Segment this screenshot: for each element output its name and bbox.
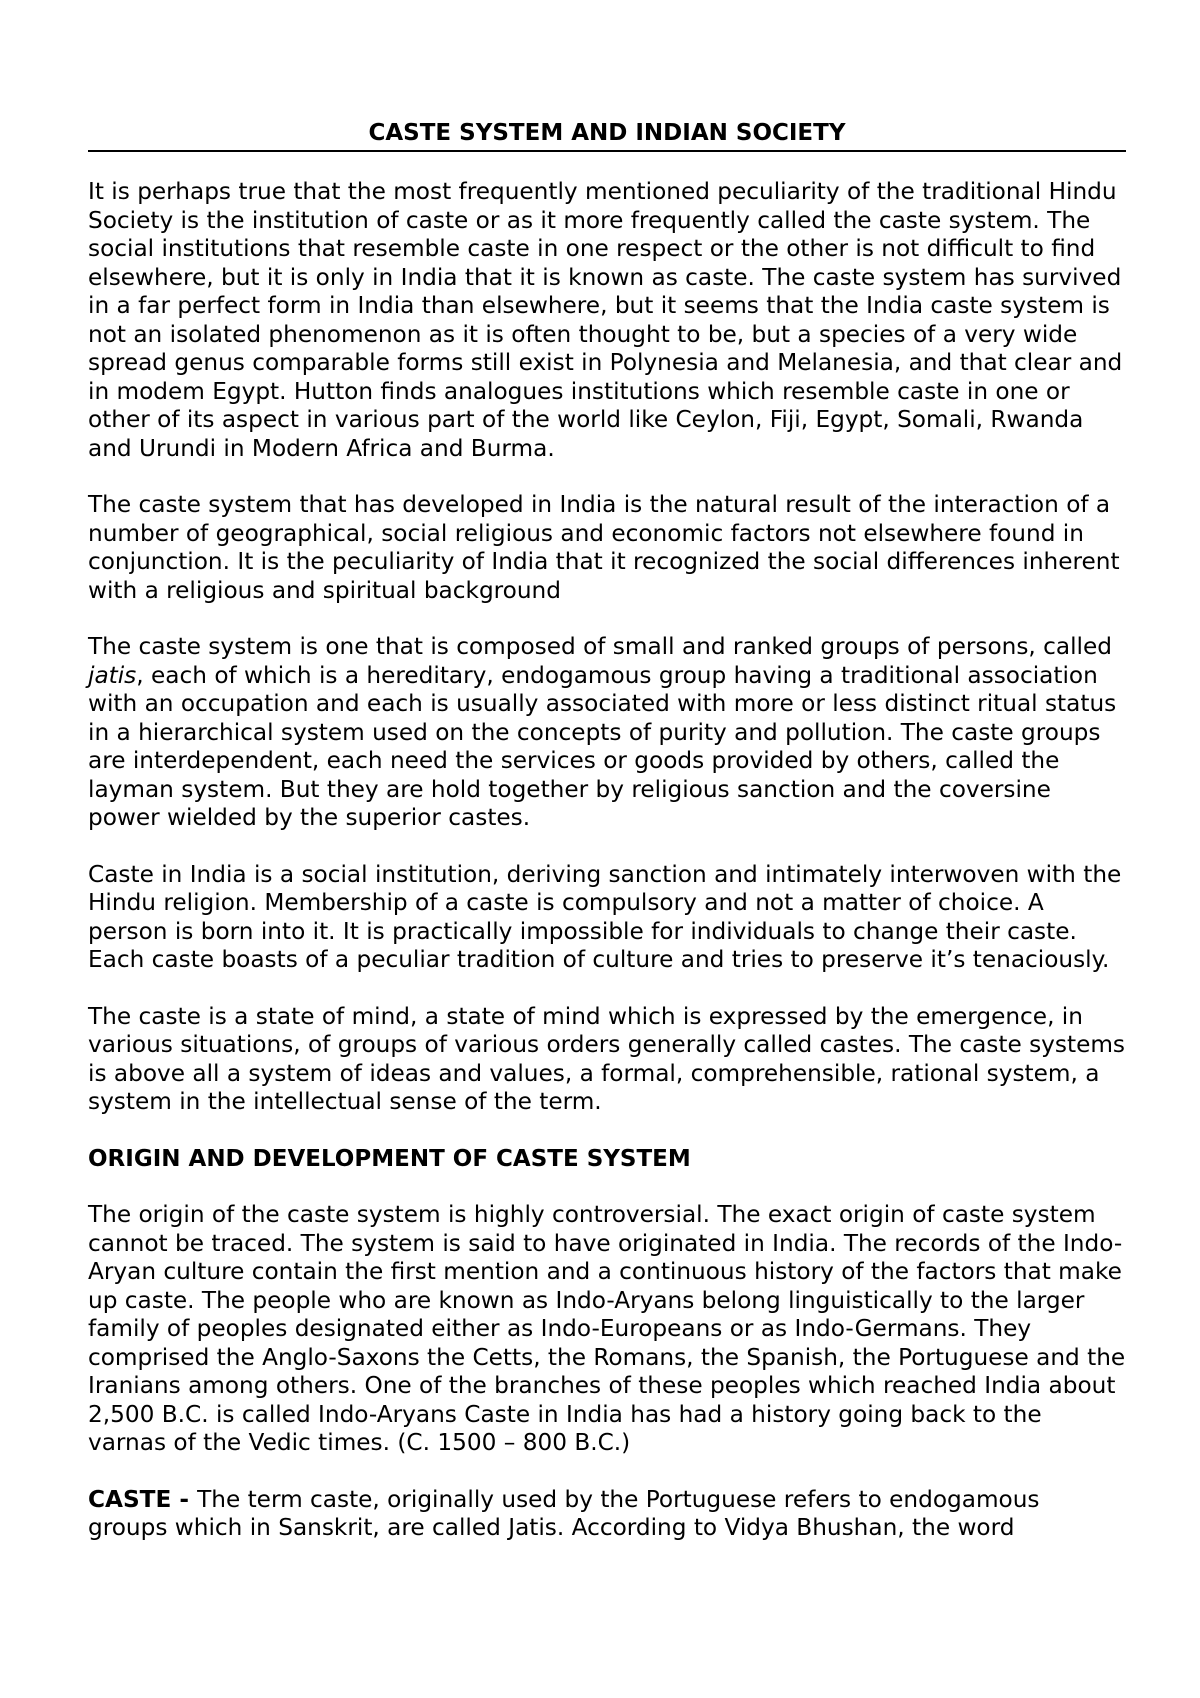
paragraph-jatis	[88, 633, 1126, 833]
paragraph-caste-definition	[88, 1486, 1126, 1543]
section-heading-origin: ORIGIN AND DEVELOPMENT OF CASTE SYSTEM	[88, 1145, 691, 1172]
paragraph-state-of-mind: The caste is a state of mind, a state of mind which is expressed by the emergence, in various situations, of groups of various orders generally called castes. The caste systems is above all a system of ideas and values, a formal, comprehensible, rational system, a system in the intellectual sense of the term.	[88, 1002, 1126, 1115]
paragraph-origin: The origin of the caste system is highly controversial. The exact origin of caste system cannot be traced. The system is said to have originated in India. The records of the Indo-Aryan culture contain the first mention and a continuous history of the factors that make up caste. The people who are known as Indo-Aryans belong linguistically to the larger family of peoples designated either as Indo-Europeans or as Indo-Germans. They comprised the Anglo-Saxons the Cetts, the Romans, the Spanish, the Portuguese and the Iranians among others. One of the branches of these peoples which reached India about 2,500 B.C. is called Indo-Aryans Caste in India has had a history going back to the varnas of the Vedic times. (C. 1500 – 800 B.C.)	[88, 1201, 1126, 1456]
paragraph-jatis-text-end: , each of which is a hereditary, endogamous group having a traditional association with an occupation and each is usually associated with more or less distinct ritual status in a hierarchical system used on the concepts of purity and pollution. The caste groups are interdependent, each need the services or goods provided by others, called the layman system. But they are hold together by religious sanction and the coversine power wielded by the superior castes.	[88, 661, 1117, 831]
paragraph-caste-definition-text: The term caste, originally used by the Portuguese refers to endogamous groups which in Sanskrit, are called Jatis. According to Vidya Bhushan, the word	[88, 1485, 1040, 1541]
paragraph-introduction: It is perhaps true that the most frequently mentioned peculiarity of the traditional Hindu Society is the institution of caste or as it more frequently called the caste system. The social institutions that resemble caste in one respect or the other is not difficult to find elsewhere, but it is only in India that it is known as caste. The caste system has survived in a far perfect form in India than elsewhere, but it seems that the India caste system is not an isolated phenomenon as it is often thought to be, but a species of a very wide spread genus comparable forms still exist in Polynesia and Melanesia, and that clear and in modem Egypt. Hutton finds analogues institutions which resemble caste in one or other of its aspect in various part of the world like Ceylon, Fiji, Egypt, Somali, Rwanda and Urundi in Modern Africa and Burma.	[88, 178, 1123, 462]
paragraph-development: The caste system that has developed in India is the natural result of the interaction of a number of geographical, social religious and economic factors not elsewhere found in conjunction. It is the peculiarity of India that it recognized the social differences inherent with a religious and spiritual background	[88, 491, 1120, 604]
jatis-term: jatis	[88, 661, 137, 689]
paragraph-social-institution: Caste in India is a social institution, deriving sanction and intimately interwoven with the Hindu religion. Membership of a caste is compulsory and not a matter of choice. A person is born into it. It is practically impossible for individuals to change their caste. Each caste boasts of a peculiar tradition of culture and tries to preserve it’s tenaciously.	[88, 860, 1122, 973]
document-page	[88, 118, 1126, 1543]
caste-term: CASTE -	[88, 1485, 198, 1513]
paragraph-jatis-text-start: The caste system is one that is composed of small and ranked groups of persons, called	[88, 633, 1112, 660]
document-title: CASTE SYSTEM AND INDIAN SOCIETY	[88, 118, 1126, 152]
